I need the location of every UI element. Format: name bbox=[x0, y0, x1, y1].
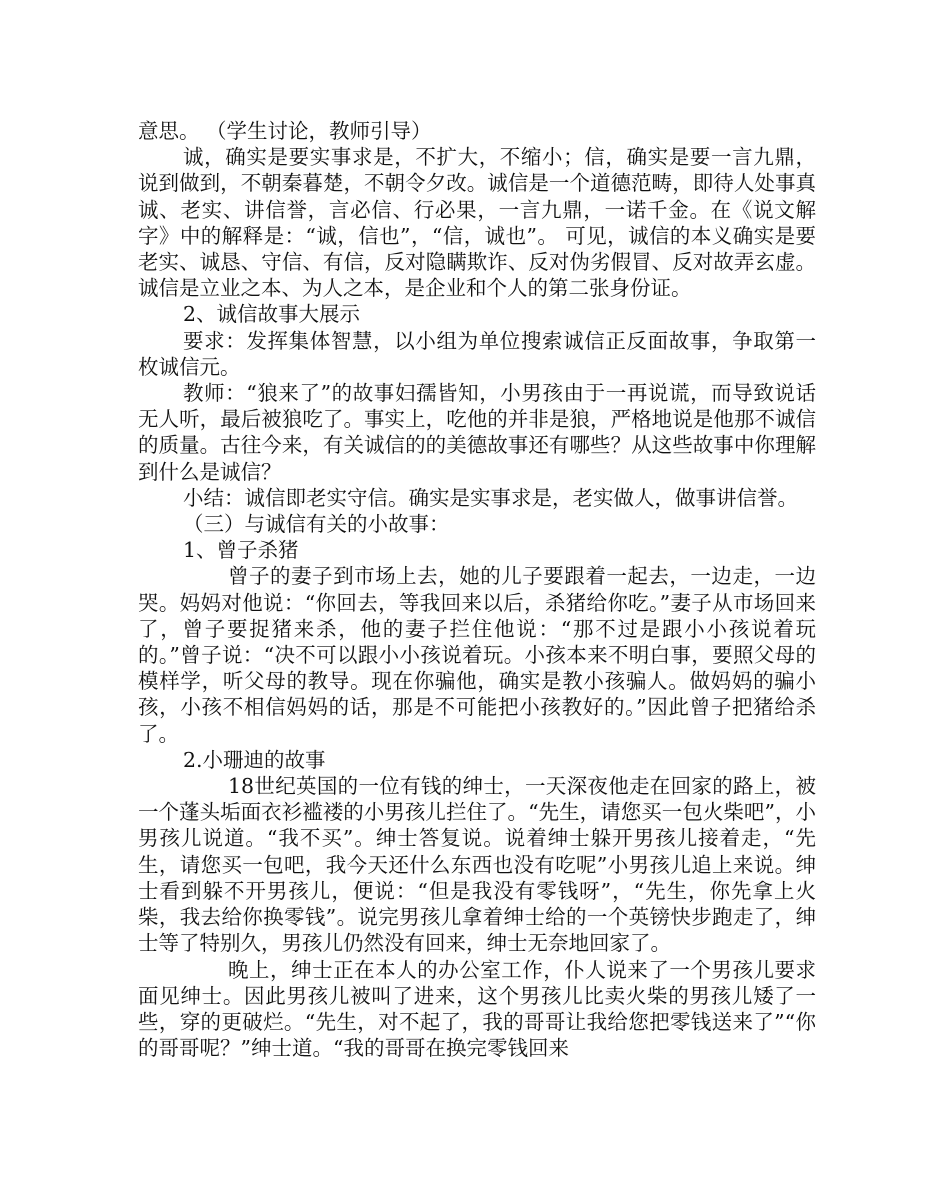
paragraph-sandy-story-1: 18世纪英国的一位有钱的绅士，一天深夜他走在回家的路上，被一个蓬头垢面衣衫褴褛的小男孩儿拦住了。“先生，请您买一包火柴吧”，小男孩儿说道。“我不买”。绅士答复说。说着绅士躲开男孩儿接着走，“先生，请您买一包吧，我今天还什么东西也没有吃呢”小男孩儿追上来说。绅士看到躲不开男孩儿，便说：“但是我没有零钱呀”，“先生，你先拿上火柴，我去给你换零钱”。说完男孩儿拿着绅士给的一个英镑快步跑走了，绅士等了特别久，男孩儿仍然没有回来，绅士无奈地回家了。 bbox=[138, 774, 816, 956]
heading-zengzi: 1、曾子杀猪 bbox=[183, 538, 299, 563]
paragraph-summary: 小结：诚信即老实守信。确实是实事求是，老实做人，做事讲信誉。 bbox=[183, 485, 798, 510]
paragraph-2: 诚，确实是要实事求是，不扩大，不缩小；信，确实是要一言九鼎，说到做到，不朝秦暮楚，不朝令夕改。诚信是一个道德范畴，即待人处事真诚、老实、讲信誉，言必信、行必果，一言九鼎，一诺千金。在《说文解字》中的解释是：“诚，信也”，“信，诚也”。 可见，诚信的本义确实是要老实、诚恳、守信、有信，反对隐瞒欺诈、反对伪劣假冒、反对故弄玄虚。诚信是立业之本、为人之本，是企业和个人的第二张身份证。 bbox=[138, 145, 816, 301]
paragraph-zengzi-story: 曾子的妻子到市场上去，她的儿子要跟着一起去，一边走，一边哭。妈妈对他说：“你回去，等我回来以后，杀猪给你吃。”妻子从市场回来了，曾子要捉猪来杀，他的妻子拦住他说：“那不过是跟小小孩说着玩的。”曾子说：“决不可以跟小小孩说着玩。小孩本来不明白事，要照父母的模样学，听父母的教导。现在你骗他，确实是教小孩骗人。做妈妈的骗小孩，小孩不相信妈妈的话，那是不可能把小孩教好的。”因此曾子把猪给杀了。 bbox=[138, 564, 816, 746]
heading-sandy: 2.小珊迪的故事 bbox=[183, 747, 326, 772]
paragraph-1: 意思。 （学生讨论，教师引导） bbox=[138, 119, 432, 143]
document-page bbox=[138, 118, 816, 1061]
heading-stories: （三）与诚信有关的小故事： bbox=[183, 512, 450, 537]
paragraph-teacher: 教师：“狼来了”的故事妇孺皆知，小男孩由于一再说谎，而导致说话无人听，最后被狼吃了。事实上，吃他的并非是狼，严格地说是他那不诚信的质量。古往今来，有关诚信的的美德故事还有哪些？从这些故事中你理解到什么是诚信？ bbox=[138, 381, 816, 484]
paragraph-sandy-story-2: 晚上，绅士正在本人的办公室工作，仆人说来了一个男孩儿要求面见绅士。因此男孩儿被叫了进来，这个男孩儿比卖火柴的男孩儿矮了一些，穿的更破烂。“先生，对不起了，我的哥哥让我给您把零钱送来了”“你的哥哥呢？”绅士道。“我的哥哥在换完零钱回来 bbox=[138, 957, 816, 1061]
heading-story-showcase: 2、诚信故事大展示 bbox=[183, 302, 361, 327]
paragraph-requirement: 要求：发挥集体智慧，以小组为单位搜索诚信正反面故事，争取第一枚诚信元。 bbox=[138, 328, 816, 379]
